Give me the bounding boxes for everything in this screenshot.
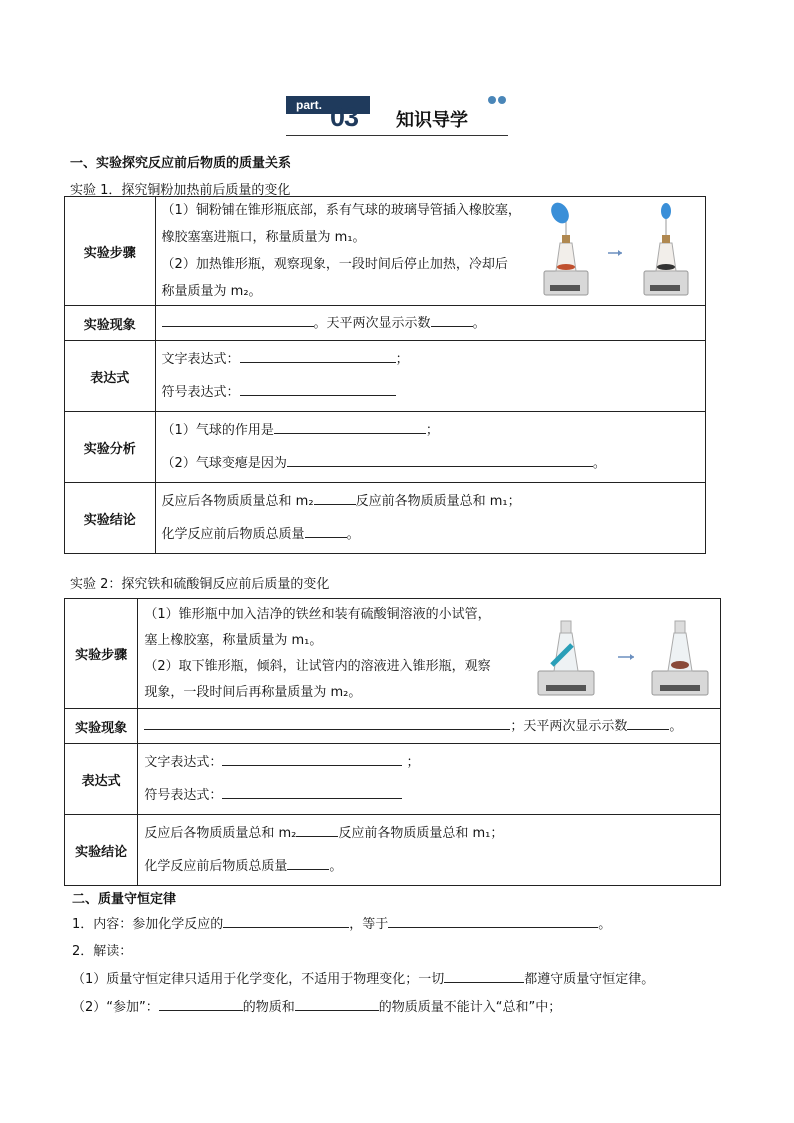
badge-underline — [286, 135, 508, 136]
law-reactants-blank[interactable] — [223, 913, 349, 928]
conclusion-text: 反应后各物质质量总和 m₂ — [144, 826, 297, 841]
exp1-title: 实验 1．探究铜粉加热前后质量的变化 — [70, 183, 291, 198]
exp1-compare-blank[interactable] — [314, 490, 356, 505]
conclusion-text: 反应前各物质质量总和 m₁； — [355, 494, 521, 509]
exp2-total-mass-blank[interactable] — [287, 855, 329, 870]
conclusion-text: 反应前各物质质量总和 m₁； — [338, 826, 504, 841]
exp1-total-mass-blank[interactable] — [305, 523, 347, 538]
note-text: （1）质量守恒定律只适用于化学变化，不适用于物理变化；一切 — [72, 972, 445, 987]
exp1-expression-label: 表达式 — [65, 341, 156, 412]
law-interpretation-heading: 2．解读： — [72, 944, 133, 959]
period: 。 — [329, 859, 343, 874]
exp2-word-equation-blank[interactable] — [222, 751, 402, 766]
note-text: 的物质和 — [242, 1000, 295, 1015]
exp2-conclusion-label: 实验结论 — [65, 815, 138, 886]
exp1-balloon-reason-blank[interactable] — [287, 452, 593, 467]
exp2-step-line: （1）锥形瓶中加入洁净的铁丝和装有硫酸铜溶液的小试管， — [144, 606, 491, 622]
note-text: （2）“参加”： — [72, 1000, 159, 1015]
exp2-symbol-equation-blank[interactable] — [222, 784, 402, 799]
law-products-blank[interactable] — [388, 913, 598, 928]
period: 。 — [598, 917, 612, 932]
word-equation-label: 文字表达式： — [161, 352, 240, 367]
note2-blank-a[interactable] — [159, 996, 243, 1011]
section-badge — [286, 96, 508, 136]
period: 。 — [592, 456, 606, 471]
exp2-phenomenon-label: 实验现象 — [65, 709, 138, 744]
exp1-symbol-equation-blank[interactable] — [240, 381, 396, 396]
analysis-question-1: （1）气球的作用是 — [161, 423, 274, 438]
law-content-text: 1．内容：参加化学反应的 — [72, 917, 224, 932]
decor-dots-icon — [488, 96, 510, 108]
exp2-balance-blank[interactable] — [627, 715, 669, 730]
exp2-steps-label: 实验步骤 — [65, 599, 138, 709]
conclusion-text: 反应后各物质质量总和 m₂ — [161, 494, 314, 509]
exp1-balloon-role-blank[interactable] — [274, 419, 426, 434]
badge-number: 03 — [330, 102, 359, 132]
exp2-apparatus-illustration — [530, 605, 716, 703]
exp1-step-line: （1）铜粉铺在锥形瓶底部，系有气球的玻璃导管插入橡胶塞， — [161, 203, 521, 218]
exp1-step-line: 称量质量为 m₂。 — [161, 284, 262, 299]
exp2-title: 实验 2：探究铁和硫酸铜反应前后质量的变化 — [70, 577, 330, 592]
section1-heading: 一、实验探究反应前后物质的质量关系 — [70, 156, 292, 171]
law-note-2 — [72, 993, 561, 1022]
exp2-step-line: 塞上橡胶塞，称量质量为 m₁。 — [144, 632, 323, 648]
word-equation-label: 文字表达式： — [144, 755, 223, 770]
exp1-steps-label: 实验步骤 — [65, 197, 156, 306]
exp1-balance-blank[interactable] — [431, 312, 473, 327]
exp1-step-line: 橡胶塞塞进瓶口，称量质量为 m₁。 — [161, 230, 366, 245]
law-note-1 — [72, 965, 654, 994]
conclusion-text: 化学反应前后物质总质量 — [161, 527, 305, 542]
symbol-equation-label: 符号表达式： — [144, 788, 223, 803]
exp2-phenomenon-text: ；天平两次显示示数 — [510, 718, 628, 734]
law-content-text: ，等于 — [349, 917, 389, 932]
exp1-phenomenon-label: 实验现象 — [65, 306, 156, 341]
semicolon: ； — [395, 352, 409, 367]
exp1-table — [64, 196, 706, 554]
symbol-equation-label: 符号表达式： — [161, 385, 240, 400]
note-text: 的物质质量不能计入“总和”中； — [378, 1000, 562, 1015]
exp1-apparatus-illustration — [536, 201, 696, 301]
exp2-table — [64, 598, 721, 886]
section2-heading: 二、质量守恒定律 — [72, 892, 177, 907]
analysis-question-2: （2）气球变瘪是因为 — [161, 456, 287, 471]
law-content-line — [72, 910, 611, 939]
exp2-step-line: 现象，一段时间后再称量质量为 m₂。 — [144, 684, 362, 700]
note-text: 都遵守质量守恒定律。 — [524, 972, 655, 987]
exp2-step-line: （2）取下锥形瓶，倾斜，让试管内的溶液进入锥形瓶，观察 — [144, 658, 491, 674]
exp2-expression-label: 表达式 — [65, 744, 138, 815]
period: 。 — [346, 527, 360, 542]
period: 。 — [669, 718, 683, 734]
conclusion-text: 化学反应前后物质总质量 — [144, 859, 288, 874]
note1-blank[interactable] — [444, 968, 524, 983]
exp1-conclusion-label: 实验结论 — [65, 483, 156, 554]
note2-blank-b[interactable] — [295, 996, 379, 1011]
exp2-phenomenon-blank[interactable] — [144, 715, 510, 730]
badge-part-label: part. — [286, 96, 370, 114]
period: 。 — [472, 315, 486, 331]
exp2-compare-blank[interactable] — [296, 822, 338, 837]
badge-title: 知识导学 — [396, 110, 468, 131]
exp1-step-line: （2）加热锥形瓶，观察现象，一段时间后停止加热，冷却后 — [161, 257, 508, 272]
semicolon: ； — [406, 755, 420, 770]
exp1-word-equation-blank[interactable] — [240, 348, 396, 363]
exp1-phenomenon-blank[interactable] — [162, 312, 314, 327]
semicolon: ； — [425, 423, 439, 438]
exp1-analysis-label: 实验分析 — [65, 412, 156, 483]
exp1-phenomenon-text: 。天平两次显示示数 — [313, 315, 431, 331]
